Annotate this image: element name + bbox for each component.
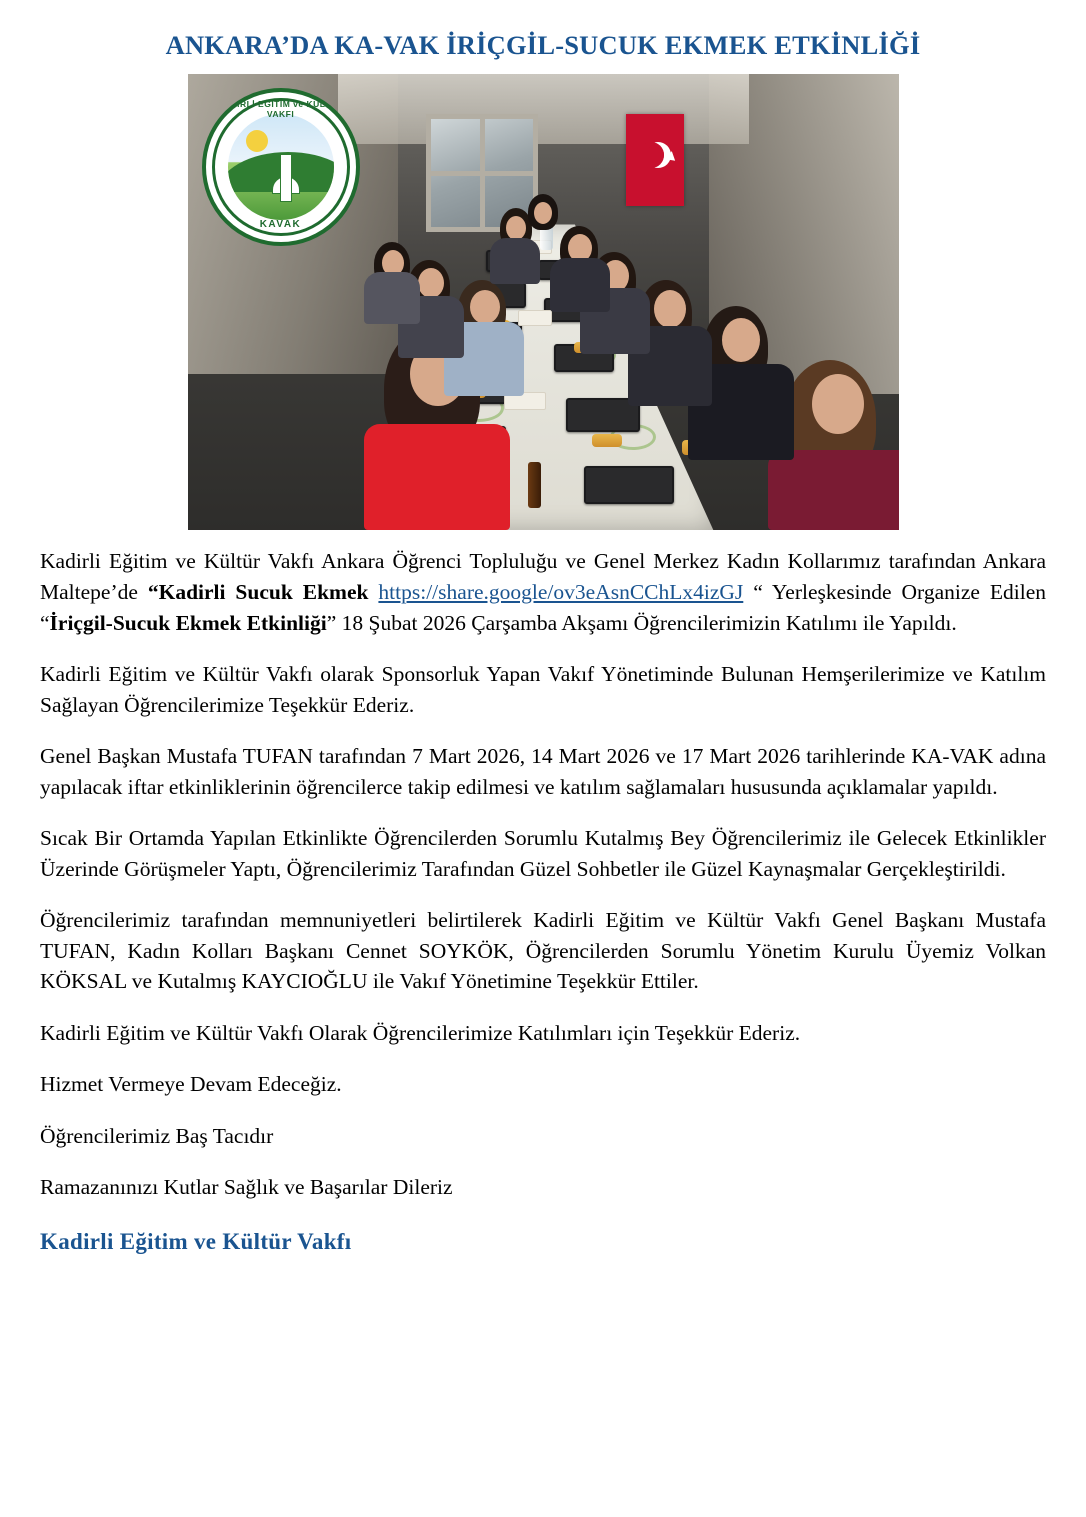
paragraph-1-run-4: “ Yerleşkesinde Organize Edilen “ bbox=[40, 579, 1046, 635]
logo-minaret-icon bbox=[280, 154, 292, 202]
person-head bbox=[722, 318, 760, 362]
paragraph-1-run-5: İriçgil-Sucuk Ekmek Etkinliği bbox=[49, 610, 327, 635]
logo-sun-icon bbox=[246, 130, 268, 152]
paragraph-1-run-1: Kadirli Eğitim ve Kültür Vakfı Ankara Öğrenci Topluluğu ve Genel Merkez Kadın Kollarımız tarafından Ankara Maltepe’de bbox=[40, 549, 1046, 604]
logo-emblem bbox=[228, 114, 334, 220]
person-body bbox=[364, 424, 510, 530]
paragraph-4: Sıcak Bir Ortamda Yapılan Etkinlikte Öğrencilerden Sorumlu Kutalmış Bey Öğrencilerimiz ile Gelecek Etkinlikler Üzerinde Görüşmeler Yaptı, Öğrencilerimiz Tarafından Güzel Sohbetler ile Güzel Kaynaşmalar Gerçekleştirildi. bbox=[40, 826, 1046, 881]
turkish-flag bbox=[626, 114, 684, 206]
logo-bottom-text: KAVAK bbox=[259, 219, 302, 231]
person-body bbox=[364, 272, 420, 324]
person-body bbox=[490, 238, 540, 284]
person-head bbox=[418, 268, 444, 298]
person-head bbox=[506, 216, 526, 240]
logo-top-text: KADİRLİ EĞİTİM ve KÜLTÜR VAKFI bbox=[217, 99, 344, 120]
paragraph-3: Genel Başkan Mustafa TUFAN tarafından 7 Mart 2026, 14 Mart 2026 ve 17 Mart 2026 tarihlerinde KA-VAK adına yapılacak iftar etkinliklerinin öğrencilerce takip edilmesi ve katılım sağlamaları hususunda açıklamalar yapıldı. bbox=[40, 744, 1046, 799]
flag-crescent bbox=[638, 142, 664, 168]
paragraph-1-run-6: ” 18 Şubat 2026 Çarşamba Akşamı Öğrencilerimizin Katılımı ile Yapıldı. bbox=[326, 610, 957, 635]
photo-ceiling bbox=[338, 74, 749, 144]
signature-line: Kadirli Eğitim ve Kültür Vakfı bbox=[40, 1228, 352, 1254]
paragraph-8: Öğrencilerimiz Baş Tacıdır bbox=[40, 1123, 274, 1148]
plate bbox=[518, 310, 552, 326]
paragraph-7: Hizmet Vermeye Devam Edeceğiz. bbox=[40, 1072, 342, 1097]
person-body bbox=[550, 258, 610, 312]
article-body bbox=[40, 546, 1046, 1254]
paragraph-1-run-2: “Kadirli Sucuk Ekmek bbox=[147, 579, 379, 604]
paragraph-9: Ramazanınızı Kutlar Sağlık ve Başarılar Dileriz bbox=[40, 1175, 453, 1200]
paragraph-5: Öğrencilerimiz tarafından memnuniyetleri belirtilerek Kadirli Eğitim ve Kültür Vakfı Genel Başkanı Mustafa TUFAN, Kadın Kolları Başkanı Cennet SOYKÖK, Öğrencilerden Sorumlu Yönetim Kurulu Üyemiz Volkan KÖKSAL ve Kutalmış KAYCIOĞLU ile Vakıf Yönetimine Teşekkür Ettiler. bbox=[40, 908, 1046, 994]
person-head bbox=[812, 374, 864, 434]
paragraph-6: Kadirli Eğitim ve Kültür Vakfı Olarak Öğrencilerimize Katılımları için Teşekkür Ederiz. bbox=[40, 1020, 801, 1045]
event-share-link[interactable]: https://share.google/ov3eAsnCChLx4izGJ bbox=[378, 579, 744, 604]
foundation-logo bbox=[202, 88, 360, 246]
person-head bbox=[654, 290, 686, 328]
paragraph-1 bbox=[40, 546, 1046, 638]
event-photo-container bbox=[40, 74, 1046, 530]
person-head bbox=[470, 290, 500, 324]
event-photo bbox=[188, 74, 899, 530]
paragraph-2: Kadirli Eğitim ve Kültür Vakfı olarak Sponsorluk Yapan Vakıf Yönetiminde Bulunan Hemşerilerimize ve Katılım Sağlayan Öğrencilerimize Teşekkür Ederiz. bbox=[40, 662, 1046, 717]
serving-tray bbox=[584, 466, 674, 504]
person-body bbox=[768, 450, 899, 530]
person-head bbox=[534, 202, 552, 224]
sucuk-ekmek bbox=[592, 434, 622, 447]
soda-bottle bbox=[528, 462, 541, 508]
flag-star bbox=[665, 151, 676, 162]
page-title: ANKARA’DA KA-VAK İRİÇGİL-SUCUK EKMEK ETKİNLİĞİ bbox=[165, 30, 921, 60]
